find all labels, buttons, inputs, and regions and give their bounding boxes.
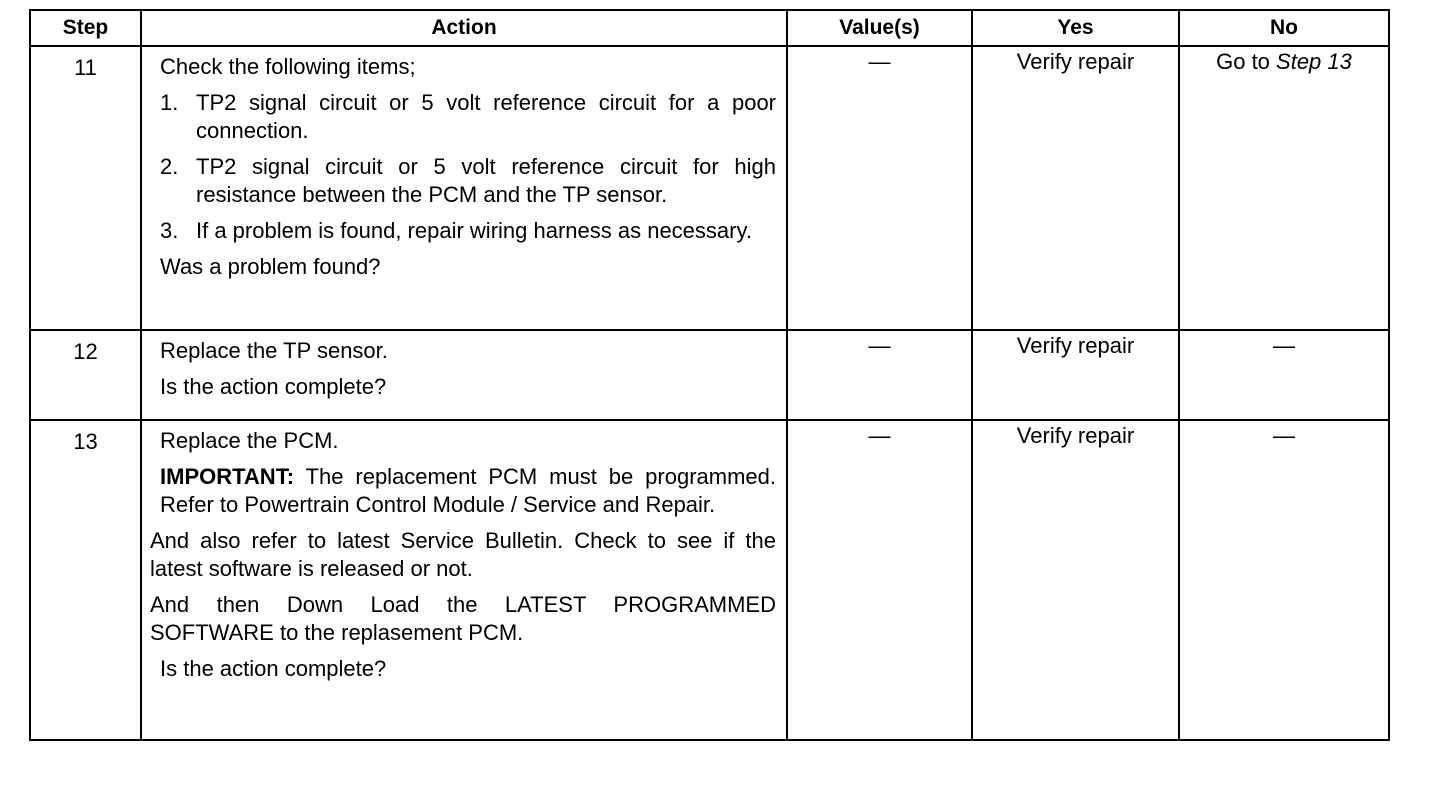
header-step: Step <box>30 10 141 46</box>
important-label: IMPORTANT: <box>160 464 295 489</box>
list-number: 1. <box>160 90 179 115</box>
list-item <box>160 89 776 145</box>
action-cell <box>141 330 787 420</box>
table-row <box>30 420 1389 740</box>
yes-cell: Verify repair <box>972 46 1179 330</box>
list-item <box>160 217 776 245</box>
bulletin-note: And also refer to latest Service Bulletin. Check to see if the latest software is released or not. <box>150 528 776 581</box>
list-text: If a problem is found, repair wiring harness as necessary. <box>196 218 752 243</box>
no-cell: — <box>1179 330 1389 420</box>
action-question: Is the action complete? <box>160 656 387 681</box>
action-intro: Replace the TP sensor. <box>160 338 388 363</box>
diagnostic-table <box>29 9 1390 741</box>
download-note: And then Down Load the LATEST PROGRAMMED SOFTWARE to the replasement PCM. <box>150 592 776 645</box>
yes-cell: Verify repair <box>972 330 1179 420</box>
header-values: Value(s) <box>787 10 972 46</box>
header-yes: Yes <box>972 10 1179 46</box>
no-cell: — <box>1179 420 1389 740</box>
header-no: No <box>1179 10 1389 46</box>
header-action: Action <box>141 10 787 46</box>
value-cell: — <box>787 420 972 740</box>
action-cell <box>141 420 787 740</box>
step-number: 11 <box>30 46 141 330</box>
list-number: 3. <box>160 218 179 243</box>
step-number: 12 <box>30 330 141 420</box>
list-number: 2. <box>160 154 179 179</box>
step-link[interactable]: Step 13 <box>1276 49 1352 74</box>
action-question: Is the action complete? <box>160 374 387 399</box>
value-cell: — <box>787 330 972 420</box>
step-number: 13 <box>30 420 141 740</box>
action-cell <box>141 46 787 330</box>
no-prefix: Go to <box>1216 49 1277 74</box>
table-row <box>30 46 1389 330</box>
value-cell: — <box>787 46 972 330</box>
important-note <box>160 463 776 519</box>
list-text: TP2 signal circuit or 5 volt reference circuit for a poor connection. <box>196 90 776 143</box>
action-intro: Replace the PCM. <box>160 428 339 453</box>
action-intro: Check the following items; <box>160 54 416 79</box>
yes-cell: Verify repair <box>972 420 1179 740</box>
list-text: TP2 signal circuit or 5 volt reference circuit for high resistance between the PCM and the TP sensor. <box>196 154 776 207</box>
action-question: Was a problem found? <box>160 254 381 279</box>
important-text: The replacement PCM must be programmed. Refer to Powertrain Control Module / Service and Repair. <box>160 464 776 517</box>
list-item <box>160 153 776 209</box>
no-cell <box>1179 46 1389 330</box>
header-row <box>30 10 1389 46</box>
table-row <box>30 330 1389 420</box>
check-list <box>160 89 776 245</box>
